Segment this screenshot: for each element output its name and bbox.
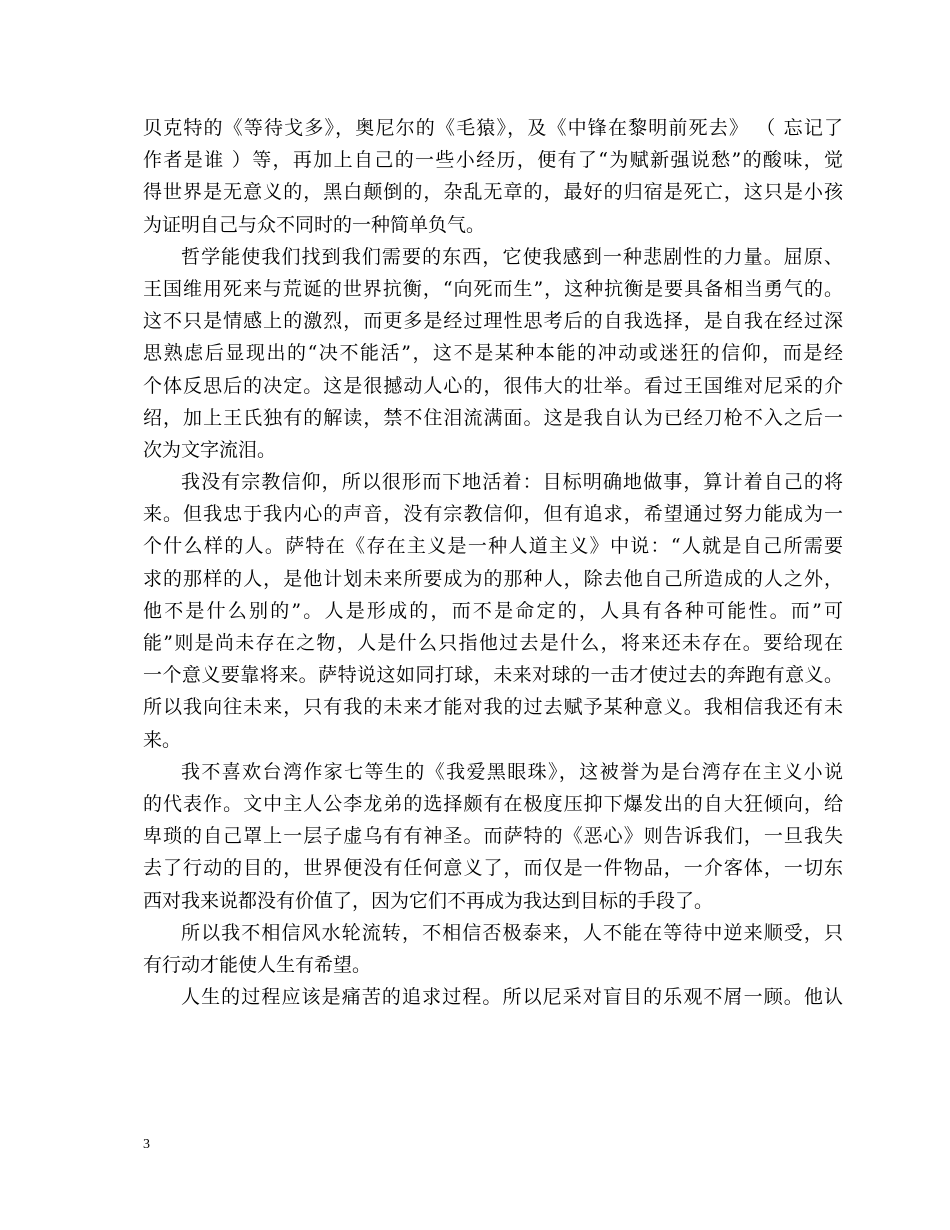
text-line: 来。: [143, 728, 182, 751]
text-line: 个体反思后的决定。这是很撼动人心的，很伟大的壮举。看过王国维对尼采的介: [143, 374, 843, 397]
text-line: 卑琐的自己罩上一层子虚乌有有神圣。而萨特的《恶心》则告诉我们，一旦我失: [143, 825, 843, 848]
text-line: 的代表作。文中主人公李龙弟的选择颇有在极度压抑下爆发出的自大狂倾向，给: [143, 792, 843, 815]
text-line: 所以我向往未来，只有我的未来才能对我的过去赋予某种意义。我相信我还有未: [143, 696, 843, 719]
text-line: 哲学能使我们找到我们需要的东西，它使我感到一种悲剧性的力量。屈原、: [181, 245, 843, 268]
text-line: 人生的过程应该是痛苦的追求过程。所以尼采对盲目的乐观不屑一顾。他认: [181, 986, 843, 1009]
text-line: 西对我来说都没有价值了，因为它们不再成为我达到目标的手段了。: [143, 889, 714, 912]
text-line: 我没有宗教信仰，所以很形而下地活着：目标明确地做事，算计着自己的将: [181, 471, 843, 494]
text-line: 来。但我忠于我内心的声音，没有宗教信仰，但有追求，希望通过努力能成为一: [143, 503, 843, 526]
text-line: 能”则是尚未存在之物，人是什么只指他过去是什么，将来还未存在。要给现在: [143, 632, 843, 654]
text-line: 绍，加上王氏独有的解读，禁不住泪流满面。这是我自认为已经刀枪不入之后一: [143, 406, 843, 429]
text-line: 一个意义要靠将来。萨特说这如同打球，未来对球的一击才使过去的奔跑有意义。: [143, 664, 843, 687]
text-line: 求的那样的人，是他计划未来所要成为的那种人，除去他自己所造成的人之外，: [143, 567, 843, 590]
text-line: 思熟虑后显现出的“决不能活”，这不是某种本能的冲动或迷狂的信仰，而是经: [143, 342, 843, 365]
text-line: 得世界是无意义的，黑白颠倒的，杂乱无章的，最好的归宿是死亡，这只是小孩: [143, 181, 843, 204]
page-number: 3: [143, 1137, 150, 1152]
text-line: 贝克特的《等待戈多》，奥尼尔的《毛猿》，及《中锋在黎明前死去》 （ 忘记了: [143, 117, 843, 139]
text-line: 他不是什么别的”。人是形成的，而不是命定的，人具有各种可能性。而”可: [143, 599, 843, 622]
text-line: 次为文字流泪。: [143, 438, 277, 461]
text-line: 我不喜欢台湾作家七等生的《我爱黑眼珠》，这被誉为是台湾存在主义小说: [181, 760, 843, 783]
text-line: 王国维用死来与荒诞的世界抗衡，“向死而生”，这种抗衡是要具备相当勇气的。: [143, 277, 843, 300]
text-line: 所以我不相信风水轮流转，不相信否极泰来，人不能在等待中逆来顺受，只: [181, 921, 843, 944]
text-line: 个什么样的人。萨特在《存在主义是一种人道主义》中说：“人就是自己所需要: [143, 535, 843, 558]
text-line: 作者是谁 ）等，再加上自己的一些小经历，便有了“为赋新强说愁”的酸味，觉: [143, 149, 843, 172]
text-line: 去了行动的目的，世界便没有任何意义了，而仅是一件物品，一介客体，一切东: [143, 857, 843, 880]
text-line: 有行动才能使人生有希望。: [143, 953, 372, 976]
text-line: 这不只是情感上的激烈，而更多是经过理性思考后的自我选择，是自我在经过深: [143, 310, 843, 333]
body-text: [143, 112, 843, 1013]
text-line: 为证明自己与众不同时的一种简单负气。: [143, 213, 486, 236]
